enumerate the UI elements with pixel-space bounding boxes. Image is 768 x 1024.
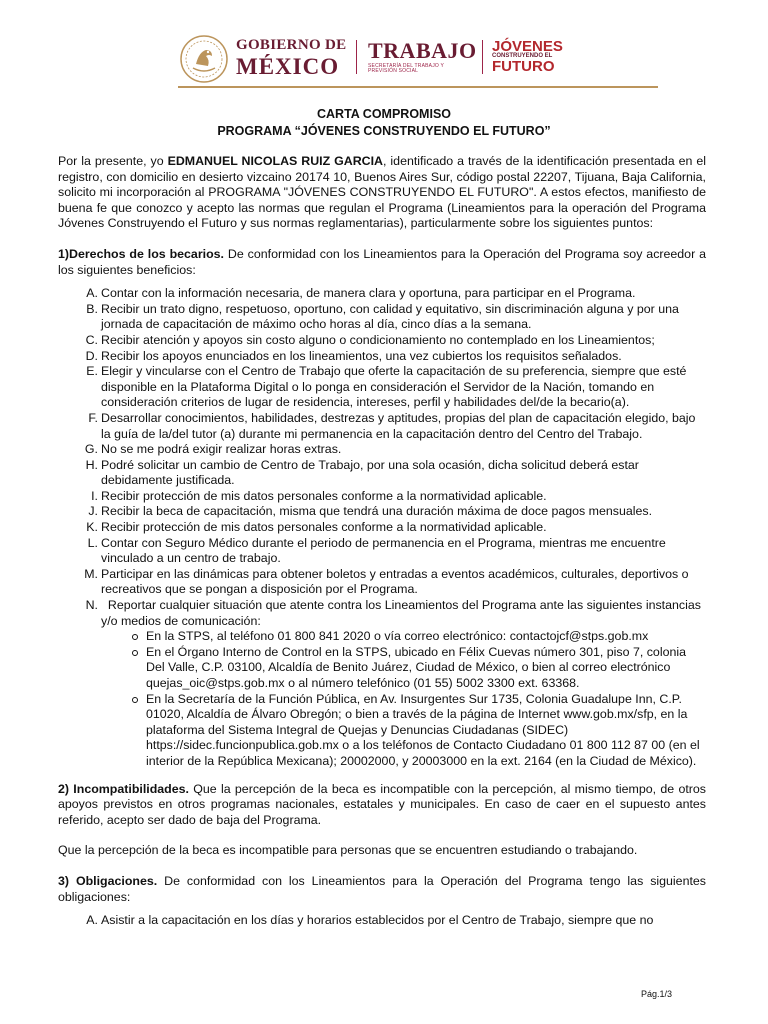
item-letter: I.	[91, 488, 98, 503]
list-item	[58, 302, 706, 333]
contact-channel-text: En la STPS, al teléfono 01 800 841 2020 o vía correo electrónico: contactojcf@stps.gob.mx	[146, 629, 649, 644]
bullet-icon	[132, 697, 138, 703]
item-letter: F.	[88, 410, 98, 425]
logo-text-line2: MÉXICO	[236, 54, 340, 79]
trabajo-logo	[368, 40, 477, 74]
item-text: Recibir un trato digno, respetuoso, oportuno, con calidad y equitativo, sin discriminación alguna y por una jornada de capacitación de máximo ocho horas al día, cinco días a la semana.	[101, 301, 683, 332]
item-letter: M.	[84, 566, 98, 581]
list-item	[58, 458, 706, 489]
section2-heading: 2) Incompatibilidades.	[58, 781, 189, 796]
item-letter: C.	[85, 332, 98, 347]
item-text: Desarrollar conocimientos, habilidades, destrezas y aptitudes, propias del plan de capacitación elegido, bajo la guía de la/del tutor (a) durante mi permanencia en la capacitación dentro del Centro del Trabajo.	[101, 410, 699, 441]
contact-channel-item	[101, 645, 706, 692]
list-item	[58, 913, 706, 929]
contact-channel-text: En la Secretaría de la Función Pública, en Av. Insurgentes Sur 1735, Colonia Guadalupe Inn, C.P. 01020, Alcaldía de Álvaro Obregón; o bien a través de la página de Internet www.gob.mx/sfp, en la plataforma del Sistema Integral de Quejas y Denuncias Ciudadanas (SIDEC) https://sidec.funcionpublica.gob.mx o a los teléfonos de Contacto Ciudadano 01 800 112 87 00 (en el interior de la República Mexicana); 20002000, y 20003000 en la ext. 2164 (en la Ciudad de México).	[146, 691, 700, 768]
letterhead	[0, 0, 768, 92]
logo-text-line1: GOBIERNO DE	[236, 37, 347, 53]
intro-text: , identificado a través de la identificación presentada en el registro, con domicilio en desierto vizcaino 20174 10, Buenos Aires Sur, código postal 22207, Tijuana, Baja California, solicito mi incorporación al PROGRAMA "JÓVENES CONSTRUYENDO EL FUTURO". A estos efectos, manifiesto de buena fe que conozco y acepto las normas que regulan el Programa (Lineamientos para la operación del Programa Jóvenes Construyendo el Futuro y sus normas reglamentarias), particularmente sobre los siguientes puntos:	[58, 154, 707, 231]
becario-name: EDMANUEL NICOLAS RUIZ GARCIA	[167, 154, 384, 168]
section2-extra: Que la percepción de la beca es incompatible para personas que se encuentren estudiando o trabajando.	[58, 843, 638, 858]
item-text: Contar con la información necesaria, de manera clara y oportuna, para participar en el Programa.	[101, 286, 636, 301]
item-text: Podré solicitar un cambio de Centro de Trabajo, por una sola ocasión, dicha solicitud deberá estar debidamente justificada.	[101, 457, 643, 488]
list-item	[58, 598, 706, 770]
item-text: Participar en las dinámicas para obtener boletos y entradas a eventos académicos, culturales, deportivos o recreativos que se pongan a disposición por el Programa.	[101, 566, 692, 597]
item-letter: J.	[88, 504, 98, 519]
contact-channel-text: En el Órgano Interno de Control en la STPS, ubicado en Félix Cuevas número 301, piso 7, colonia Del Valle, C.P. 03100, Alcaldía de Benito Juárez, Ciudad de México, o bien al correo electrónico quejas_oic@stps.gob.mx o al número telefónico (01 55) 5002 3300 ext. 63368.	[146, 644, 686, 690]
list-item	[58, 489, 706, 505]
jovenes-line2: CONSTRUYENDO EL	[492, 53, 553, 60]
item-letter: N.	[85, 598, 98, 613]
item-text: Recibir protección de mis datos personales conforme a la normatividad aplicable.	[101, 520, 547, 535]
item-text: Asistir a la capacitación en los días y horarios establecidos por el Centro de Trabajo, siempre que no	[101, 913, 654, 928]
item-letter: A.	[86, 913, 98, 928]
list-item	[58, 333, 706, 349]
item-letter: D.	[85, 348, 98, 363]
list-item	[58, 442, 706, 458]
gobierno-de-mexico-logo	[236, 38, 346, 78]
contact-channel-item	[101, 692, 706, 770]
trabajo-title: TRABAJO	[368, 38, 477, 63]
header-rule	[178, 86, 658, 88]
logo-divider	[482, 40, 483, 74]
trabajo-subtitle: SECRETARÍA DEL TRABAJO Y PREVISIÓN SOCIAL	[368, 63, 444, 74]
document-body	[58, 154, 706, 929]
item-letter: H.	[85, 457, 98, 472]
document-title: CARTA COMPROMISO	[316, 107, 452, 121]
contact-channels-list	[58, 629, 706, 769]
item-letter: E.	[86, 364, 98, 379]
item-letter: L.	[87, 535, 98, 550]
item-text: Contar con Seguro Médico durante el periodo de permanencia en el Programa, mientras me encuentre vinculado a un centro de trabajo.	[101, 535, 670, 566]
intro-text: Por la presente, yo	[58, 154, 168, 168]
logo-divider	[356, 40, 357, 74]
section3-text: De conformidad con los Lineamientos para la Operación del Programa tengo las siguientes obligaciones:	[58, 873, 706, 904]
list-item	[58, 504, 706, 520]
national-seal-icon	[179, 34, 229, 84]
rights-list	[58, 286, 706, 769]
list-item	[58, 364, 706, 411]
section3-heading: 3) Obligaciones.	[58, 873, 158, 888]
item-text: Recibir atención y apoyos sin costo alguno o condicionamiento no contemplado en los Lineamientos;	[101, 332, 655, 347]
jovenes-logo	[492, 40, 563, 74]
section2-paragraph	[58, 782, 706, 829]
obligations-list	[58, 913, 706, 929]
item-letter: K.	[86, 520, 98, 535]
section1-text: De conformidad con los Lineamientos para la Operación del Programa soy acreedor a los siguientes beneficios:	[58, 246, 707, 277]
contact-channel-item	[101, 629, 706, 645]
item-text: Elegir y vincularse con el Centro de Trabajo que oferte la capacitación de su preferencia, siempre que esté disponible en la Plataforma Digital o lo ponga en consideración el Servidor de la Nación, tomando en consideración criterios de lugar de residencia, intereses, perfil y habilidades del/de la becario(a).	[101, 364, 690, 410]
page-number: Pág.1/3	[641, 989, 673, 999]
jovenes-line3: FUTURO	[492, 57, 555, 75]
list-item	[58, 536, 706, 567]
list-item	[58, 349, 706, 365]
document-subtitle: PROGRAMA “JÓVENES CONSTRUYENDO EL FUTURO”	[217, 124, 551, 138]
item-text: Recibir protección de mis datos personales conforme a la normatividad aplicable.	[101, 488, 547, 503]
item-letter: A.	[86, 286, 98, 301]
intro-paragraph	[58, 154, 706, 232]
section3-paragraph	[58, 874, 706, 905]
section2-text: Que la percepción de la beca es incompatible con la percepción, al mismo tiempo, de otros apoyos previstos en otros programas nacionales, estatales y municipales. En caso de caer en el supuesto antes referido, acepto ser dado de baja del Programa.	[58, 781, 706, 827]
item-text: Recibir los apoyos enunciados en los lineamientos, una vez cubiertos los requisitos señalados.	[101, 348, 622, 363]
section1-paragraph	[58, 247, 706, 278]
item-text: Recibir la beca de capacitación, misma que tendrá una duración máxima de doce pagos mensuales.	[101, 504, 653, 519]
bullet-icon	[132, 634, 138, 640]
list-item	[58, 286, 706, 302]
item-text: Reportar cualquier situación que atente contra los Lineamientos del Programa ante las siguientes instancias y/o medios de comunicación:	[101, 598, 705, 628]
item-letter: B.	[86, 301, 98, 316]
list-item	[58, 411, 706, 442]
item-letter: G.	[84, 442, 98, 457]
list-item	[58, 567, 706, 598]
bullet-icon	[132, 650, 138, 656]
jovenes-line1: JÓVENES	[492, 38, 563, 55]
item-text: No se me podrá exigir realizar horas extras.	[101, 442, 342, 457]
section1-heading: 1)Derechos de los becarios.	[58, 246, 224, 261]
list-item	[58, 520, 706, 536]
